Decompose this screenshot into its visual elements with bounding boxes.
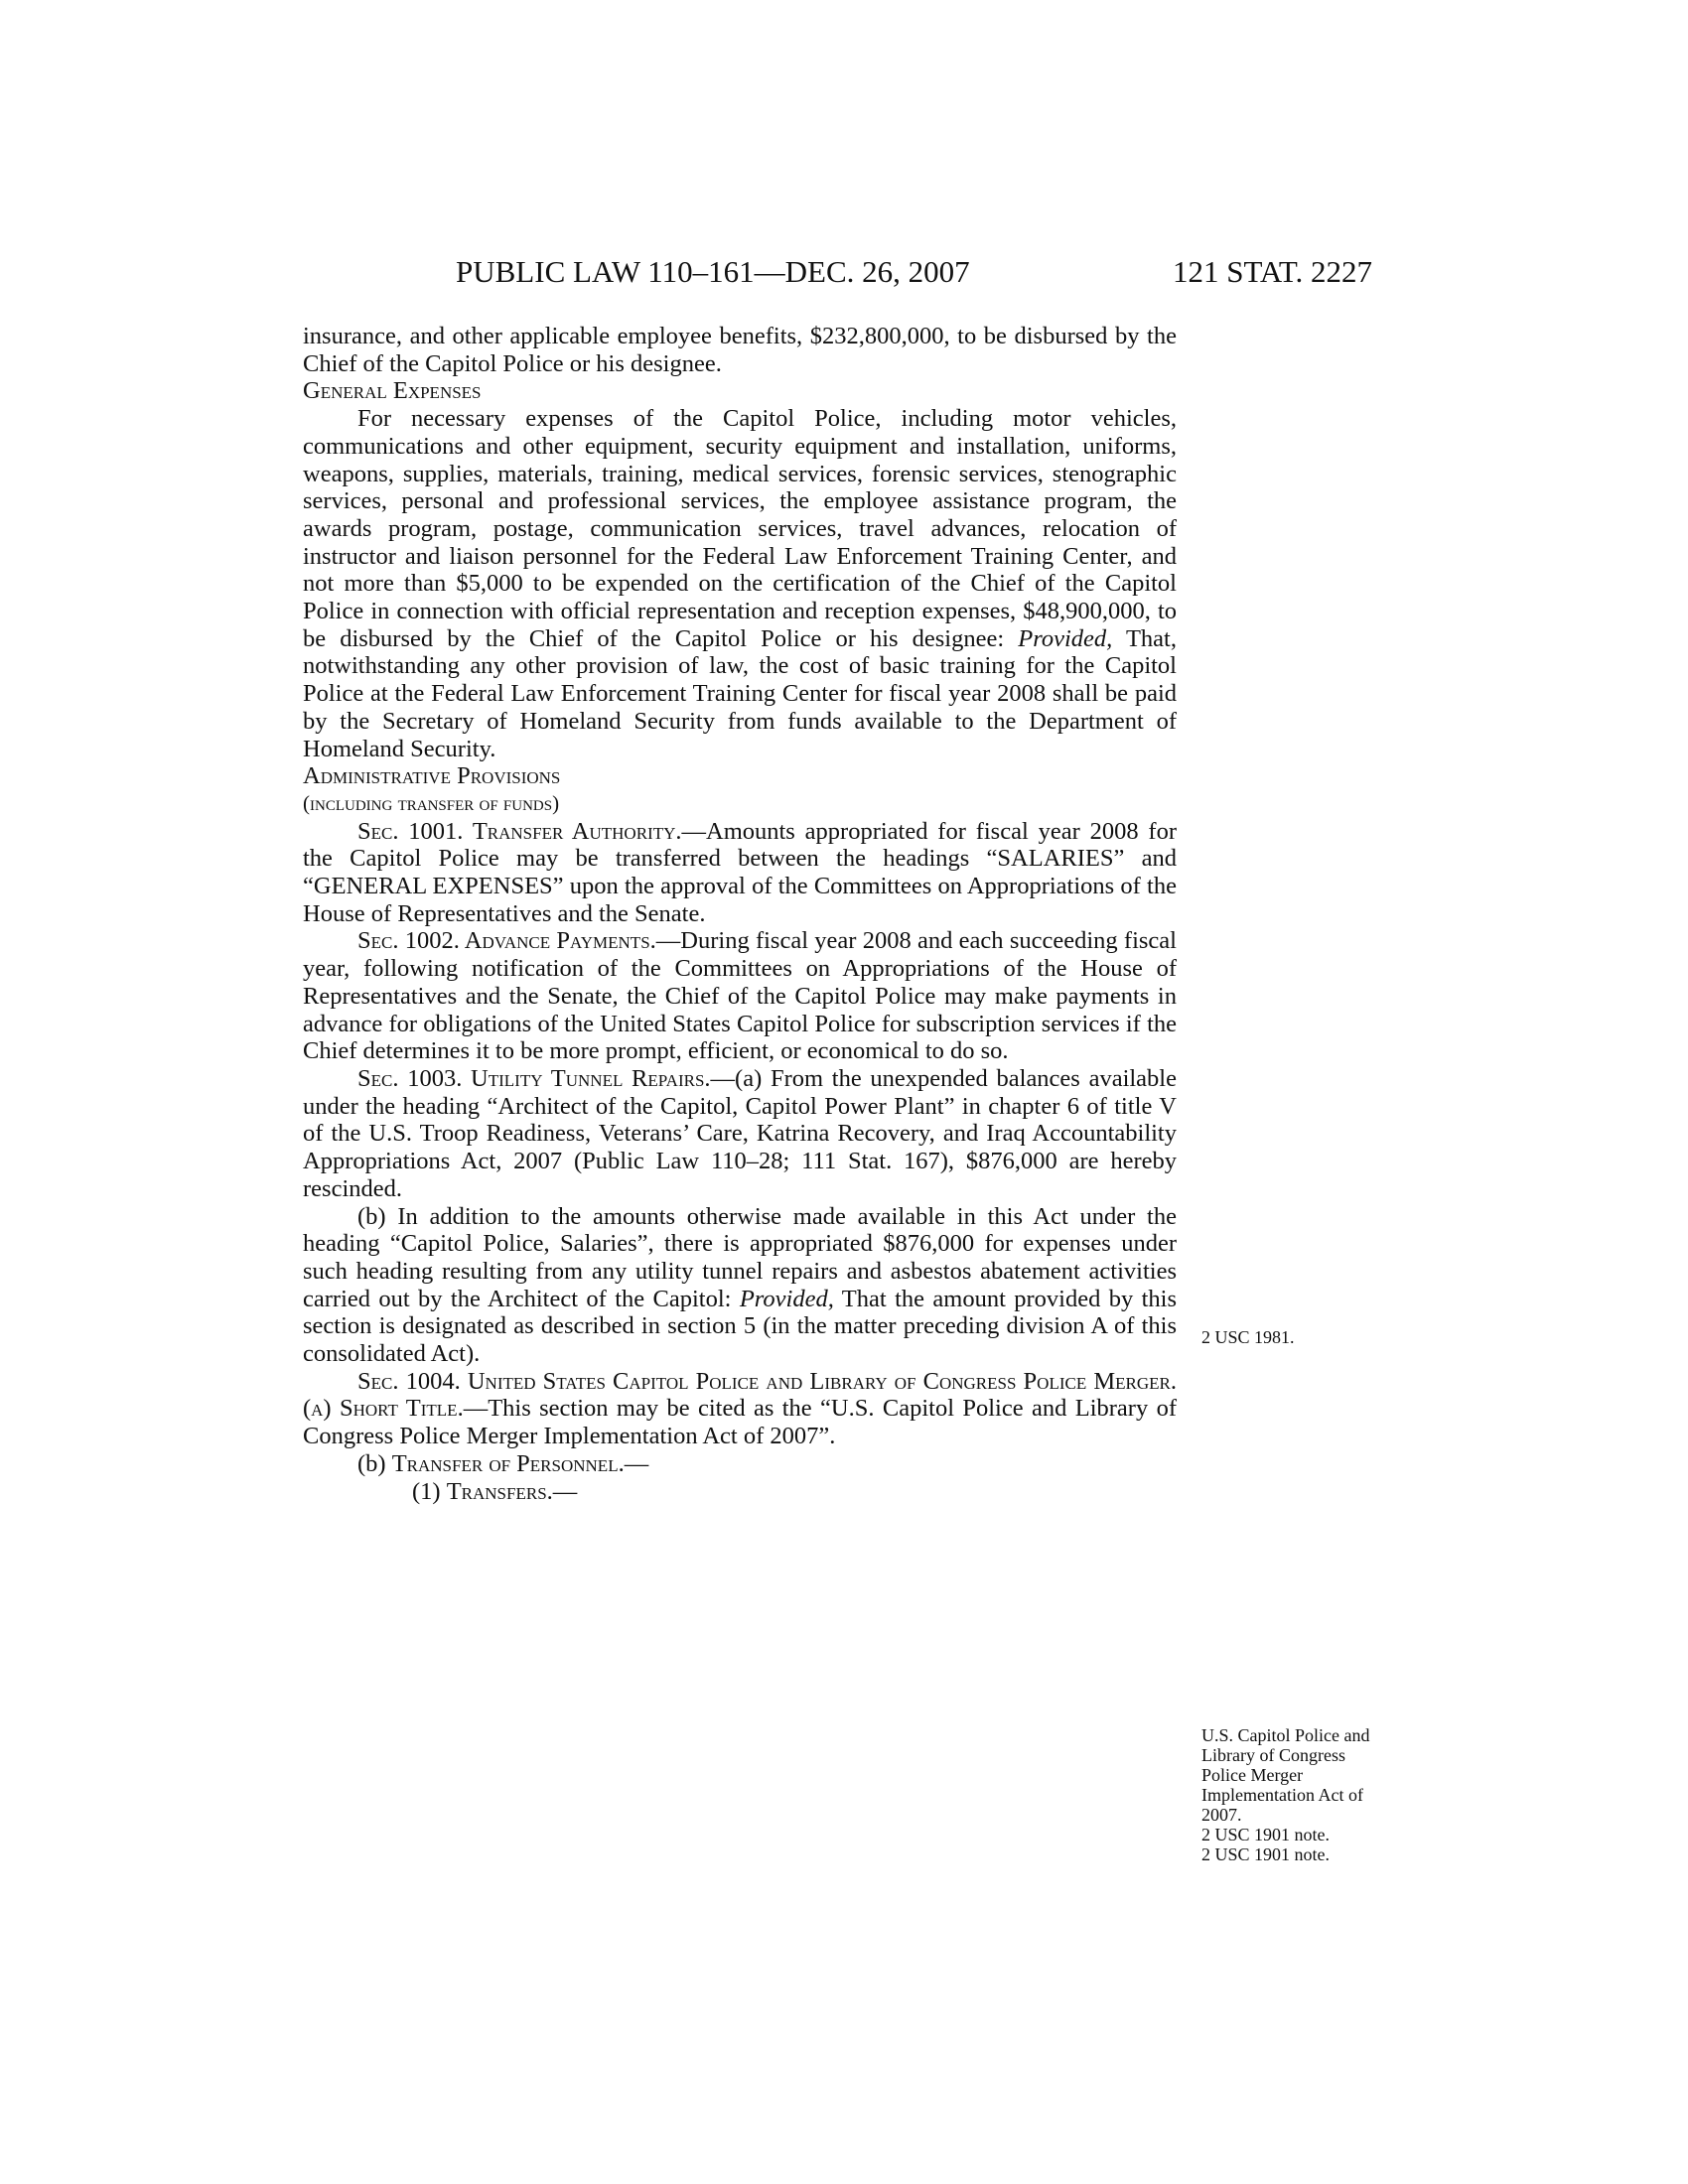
sec-1004-paragraph — [303, 1368, 1177, 1450]
general-expenses-heading: General Expenses — [303, 377, 482, 405]
administrative-provisions-heading: Administrative Provisions — [303, 762, 561, 790]
sec-1004-b1-label: Transfers. — [446, 1477, 553, 1505]
sec-1003-b-text-b: That the amount provided by this section is designated as described in section 5 (in the matter preceding division A of this consolidated Act). — [303, 1285, 1177, 1368]
including-transfer-subheading: (including transfer of funds) — [303, 790, 560, 815]
sec-1003-b-paragraph — [303, 1203, 1177, 1368]
margin-note-1004-usc-b: 2 USC 1901 note. — [1201, 1844, 1331, 1864]
general-expenses-text-a: For necessary expenses of the Capitol Police, including motor vehicles, communications and other equipment, security equipment and installation, uniforms, weapons, supplies, materials, training, medical services, forensic services, stenographic services, personal and professional services, the employee assistance program, the awards program, postage, communication services, travel advances, relocation of instructor and liaison personnel for the Federal Law Enforcement Training Center, and not more than $5,000 to be expended on the certification of the Chief of the Capitol Police in connection with official representation and reception expenses, $48,900,000, to be disbursed by the Chief of the Capitol Police or his designee: — [303, 405, 1177, 652]
sec-1003-text: —(a) From the unexpended balances available under the heading “Architect of the Capitol, Capitol Power Plant” in chapter 6 of title V of the U.S. Troop Readiness, Veterans’ Care, Katrina Recovery, and Iraq Accountability Appropriations Act, 2007 (Public Law 110–28; 111 Stat. 167), $876,000 are hereby rescinded. — [303, 1064, 1177, 1202]
sec-1004-b-paragraph — [303, 1450, 1177, 1478]
margin-note-1004 — [1201, 1725, 1380, 1864]
continuation-paragraph: insurance, and other applicable employee benefits, $232,800,000, to be disbursed by the Chief of the Capitol Police or his designee. — [303, 323, 1177, 377]
provided-italic: Provided, — [739, 1285, 834, 1312]
sec-1004-b1-suffix: — — [552, 1477, 578, 1505]
sec-1004-b1-prefix: (1) — [412, 1477, 447, 1505]
sec-1004-a-label: (a) Short Title. — [303, 1395, 464, 1423]
sec-1004-b-prefix: (b) — [357, 1449, 392, 1477]
page-header-right: 121 STAT. 2227 — [1172, 254, 1372, 289]
sec-1002-paragraph — [303, 927, 1177, 1065]
sec-1004-b-suffix: — — [624, 1449, 649, 1477]
sec-1002-text: —During fiscal year 2008 and each succeeding fiscal year, following notification of the Committees on Appropriations of the House of Representatives and the Senate, the Chief of the Capitol Police may make payments in advance for obligations of the United States Capitol Police for subscription services if the Chief determines it to be more prompt, efficient, or economical to do so. — [303, 927, 1177, 1065]
sec-1001-text: —Amounts appropriated for fiscal year 2008 for the Capitol Police may be transferred between the headings “SALARIES” and “GENERAL EXPENSES” upon the approval of the Committees on Appropriations of the House of Representatives and the Senate. — [303, 817, 1177, 927]
body-column — [303, 323, 1177, 1505]
margin-note-1004-title: U.S. Capitol Police and Library of Congress Police Merger Implementation Act of 2007. — [1201, 1725, 1370, 1825]
sec-1004-label: Sec. 1004. United States Capitol Police and Library of Congress Police Merger. — [357, 1367, 1177, 1395]
sec-1002-label: Sec. 1002. Advance Payments. — [357, 927, 656, 955]
margin-note-1002: 2 USC 1981. — [1201, 1327, 1295, 1347]
sec-1004-b1-paragraph — [303, 1478, 1177, 1506]
sec-1003-paragraph — [303, 1065, 1177, 1203]
sec-1003-label: Sec. 1003. Utility Tunnel Repairs. — [357, 1064, 711, 1092]
provided-italic: Provided, — [1018, 624, 1113, 652]
general-expenses-paragraph — [303, 405, 1177, 762]
sec-1004-text: —This section may be cited as the “U.S. Capitol Police and Library of Congress Police Merger Implementation Act of 2007”. — [303, 1395, 1177, 1450]
sec-1003-b-text-a: (b) In addition to the amounts otherwise made available in this Act under the heading “Capitol Police, Salaries”, there is appropriated $876,000 for expenses under such heading resulting from any utility tunnel repairs and asbestos abatement activities carried out by the Architect of the Capitol: — [303, 1202, 1177, 1312]
sec-1001-paragraph — [303, 818, 1177, 928]
margin-note-1004-usc-a: 2 USC 1901 note. — [1201, 1825, 1331, 1844]
sec-1001-label: Sec. 1001. Transfer Authority. — [357, 817, 682, 845]
page-header-left: PUBLIC LAW 110–161—DEC. 26, 2007 — [456, 254, 970, 289]
general-expenses-text-b: That, notwithstanding any other provision of law, the cost of basic training for the Capitol Police at the Federal Law Enforcement Training Center for fiscal year 2008 shall be paid by the Secretary of Homeland Security from funds available to the Department of Homeland Security. — [303, 624, 1177, 762]
sec-1004-b-label: Transfer of Personnel. — [391, 1449, 625, 1477]
